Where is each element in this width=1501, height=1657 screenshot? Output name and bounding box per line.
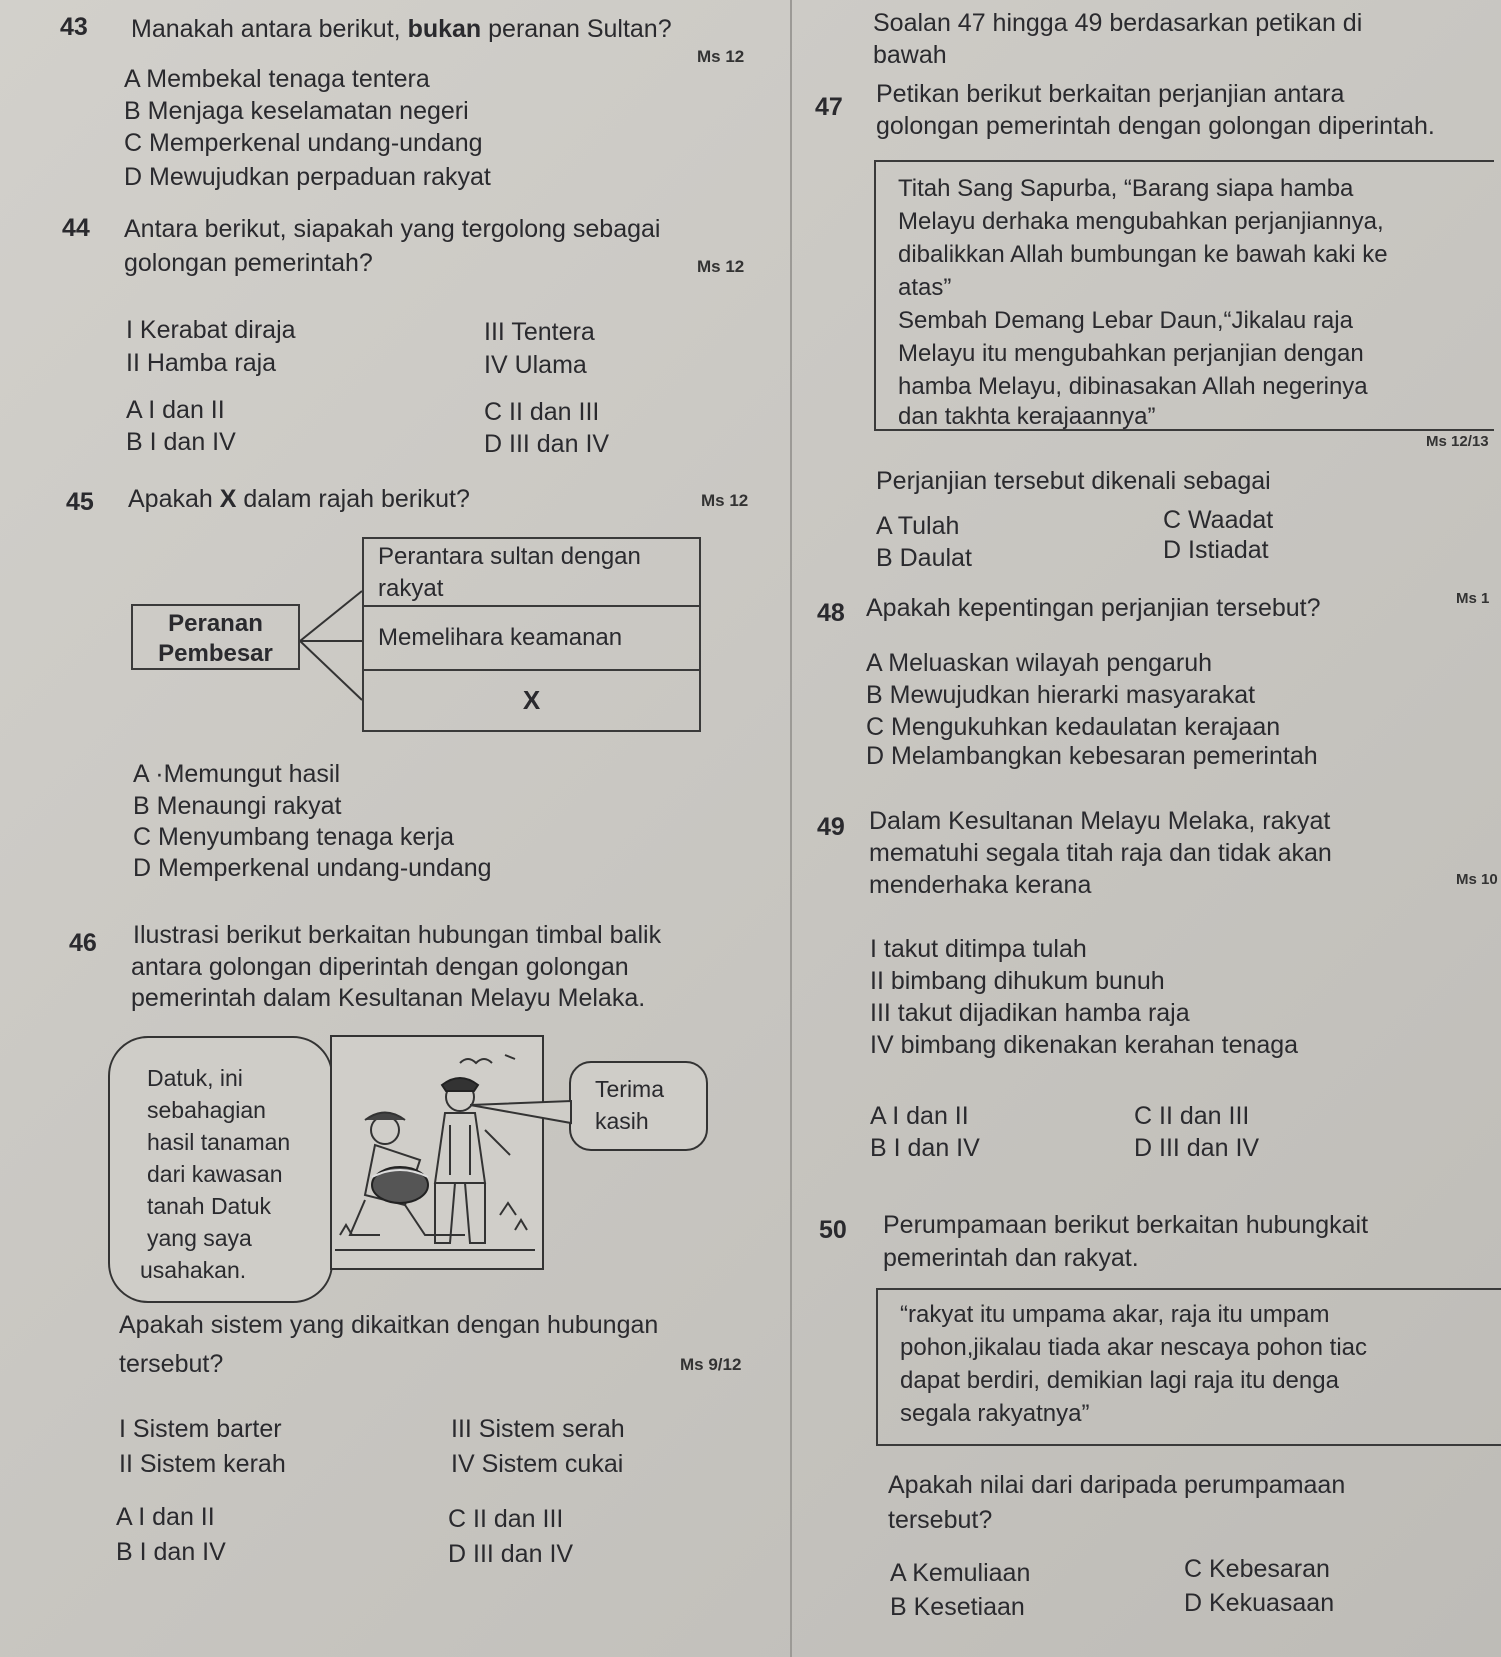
speech-bubble-commoner	[108, 1036, 333, 1303]
ms-reference: Ms 12	[701, 491, 749, 510]
question-text: pemerintah dalam Kesultanan Melayu Melaka.	[131, 984, 646, 1012]
bubble-text: usahakan.	[140, 1257, 247, 1283]
question-number: 43	[60, 13, 88, 41]
option: A Tulah	[876, 512, 960, 540]
question-text: golongan pemerintah?	[124, 249, 373, 277]
question-text: tersebut?	[119, 1350, 224, 1378]
option: C Menyumbang tenaga kerja	[133, 823, 455, 851]
speech-bubble-chief	[569, 1061, 708, 1151]
question-text: Perumpamaan berikut berkaitan hubungkait	[883, 1211, 1369, 1239]
statement-item: I Kerabat diraja	[126, 316, 296, 344]
statement-item: II bimbang dihukum bunuh	[870, 967, 1165, 995]
quote-line: pohon,jikalau tiada akar nescaya pohon tiac	[900, 1334, 1367, 1361]
option: D Istiadat	[1163, 536, 1269, 564]
option: A I dan II	[126, 396, 225, 424]
statement-item: IV bimbang dikenakan kerahan tenaga	[870, 1031, 1299, 1059]
statement-item: I takut ditimpa tulah	[870, 935, 1087, 963]
question-text: Apakah sistem yang dikaitkan dengan hubungan	[119, 1311, 659, 1339]
option: D Memperkenal undang-undang	[133, 854, 492, 882]
question-number: 44	[62, 214, 90, 242]
quote-line: dibalikkan Allah bumbungan ke bawah kaki ke	[898, 241, 1388, 268]
option: A ·Memungut hasil	[133, 760, 341, 788]
option: D III dan IV	[484, 430, 610, 458]
ms-reference: Ms 12	[697, 257, 745, 276]
quote-line: atas”	[898, 274, 952, 301]
quote-line: Sembah Demang Lebar Daun,“Jikalau raja	[898, 307, 1353, 334]
statement-item: II Sistem kerah	[119, 1450, 286, 1478]
quote-line: segala rakyatnya”	[900, 1400, 1090, 1427]
statement-item: IV Ulama	[484, 351, 587, 379]
quote-line: Melayu derhaka mengubahkan perjanjiannya,	[898, 208, 1384, 235]
ms-reference: Ms 12	[697, 47, 745, 66]
question-text: golongan pemerintah dengan golongan diperintah.	[876, 112, 1435, 140]
question-number: 50	[819, 1216, 847, 1244]
diagram-roles-box	[362, 537, 701, 732]
option: A I dan II	[116, 1503, 215, 1531]
diagram-row-text: Memelihara keamanan	[378, 624, 623, 651]
diagram-row-text: rakyat	[378, 575, 444, 602]
diagram-root-box	[131, 604, 300, 670]
option: C Memperkenal undang-undang	[124, 129, 483, 157]
option: C Kebesaran	[1184, 1555, 1330, 1583]
statement-item: I Sistem barter	[119, 1415, 282, 1443]
quote-box	[876, 1288, 1501, 1446]
option: B Mewujudkan hierarki masyarakat	[866, 681, 1256, 709]
diagram-unknown-x: X	[522, 685, 541, 715]
statement-item: III Tentera	[484, 318, 595, 346]
question-text: Apakah kepentingan perjanjian tersebut?	[866, 594, 1321, 622]
option: A Membekal tenaga tentera	[124, 65, 430, 93]
quote-line: Melayu itu mengubahkan perjanjian dengan	[898, 340, 1364, 367]
diagram-row-text: Perantara sultan dengan	[378, 543, 641, 570]
option: B I dan IV	[126, 428, 236, 456]
question-text: mematuhi segala titah raja dan tidak akan	[869, 839, 1332, 867]
bubble-text: hasil tanaman	[147, 1129, 291, 1155]
quote-line: hamba Melayu, dibinasakan Allah negerinya	[898, 373, 1368, 400]
bubble-text: tanah Datuk	[147, 1193, 272, 1219]
question-text: Petikan berikut berkaitan perjanjian antara	[876, 80, 1345, 108]
question-number: 48	[817, 599, 845, 627]
option: B Daulat	[876, 544, 972, 572]
diagram-connectors	[300, 560, 362, 710]
question-number: 45	[66, 488, 94, 516]
option: D Melambangkan kebesaran pemerintah	[866, 742, 1318, 770]
passage-intro: Soalan 47 hingga 49 berdasarkan petikan di	[873, 9, 1363, 37]
quote-line: dapat berdiri, demikian lagi raja itu denga	[900, 1367, 1339, 1394]
statement-item: IV Sistem cukai	[451, 1450, 624, 1478]
bubble-text: yang saya	[147, 1225, 252, 1251]
statement-item: III takut dijadikan hamba raja	[870, 999, 1190, 1027]
question-text: pemerintah dan rakyat.	[883, 1244, 1139, 1272]
option: B Kesetiaan	[890, 1593, 1025, 1621]
option: D III dan IV	[1134, 1134, 1260, 1162]
quote-line: Titah Sang Sapurba, “Barang siapa hamba	[898, 175, 1354, 202]
diagram-row	[364, 539, 699, 607]
bubble-text: kasih	[595, 1108, 649, 1134]
bubble-text: dari kawasan	[147, 1161, 283, 1187]
question-text: Apakah nilai dari daripada perumpamaan	[888, 1471, 1346, 1499]
question-text: Perjanjian tersebut dikenali sebagai	[876, 467, 1271, 495]
column-divider	[790, 0, 792, 1657]
question-text: menderhaka kerana	[869, 871, 1092, 899]
question-text: Antara berikut, siapakah yang tergolong sebagai	[124, 215, 661, 243]
option: D Mewujudkan perpaduan rakyat	[124, 163, 491, 191]
option: A Kemuliaan	[890, 1559, 1031, 1587]
question-number: 47	[815, 93, 843, 121]
option: B I dan IV	[870, 1134, 980, 1162]
option: C II dan III	[1134, 1102, 1250, 1130]
question-number: 49	[817, 813, 845, 841]
question-number: 46	[69, 929, 97, 957]
diagram-root-label: Pembesar	[158, 640, 273, 667]
option: A Meluaskan wilayah pengaruh	[866, 649, 1213, 677]
quote-line: “rakyat itu umpama akar, raja itu umpam	[900, 1301, 1330, 1328]
bubble-text: Datuk, ini	[147, 1065, 243, 1091]
diagram-row-x	[364, 671, 699, 730]
bubble-text: sebahagian	[147, 1097, 266, 1123]
bubble-text: Terima	[595, 1076, 665, 1102]
ms-reference: Ms 10	[1456, 871, 1498, 888]
diagram-row	[364, 607, 699, 671]
question-text: tersebut?	[888, 1506, 993, 1534]
option: C II dan III	[448, 1505, 564, 1533]
question-text: Manakah antara berikut, bukan peranan Sultan?	[131, 15, 672, 43]
option: C II dan III	[484, 398, 600, 426]
option: D III dan IV	[448, 1540, 574, 1568]
ms-reference: Ms 1	[1456, 590, 1490, 607]
question-text: Dalam Kesultanan Melayu Melaka, rakyat	[869, 807, 1331, 835]
quote-box	[874, 160, 1494, 431]
statement-item: II Hamba raja	[126, 349, 277, 377]
question-text: antara golongan diperintah dengan golongan	[131, 953, 629, 981]
option: B Menaungi rakyat	[133, 792, 342, 820]
option: C Mengukuhkan kedaulatan kerajaan	[866, 713, 1281, 741]
statement-item: III Sistem serah	[451, 1415, 625, 1443]
illustration-figures	[330, 1035, 544, 1270]
option: B Menjaga keselamatan negeri	[124, 97, 469, 125]
quote-line: dan takhta kerajaannya”	[898, 403, 1156, 430]
passage-intro: bawah	[873, 41, 947, 69]
diagram-root-label: Peranan	[168, 610, 263, 637]
ms-reference: Ms 9/12	[680, 1355, 742, 1374]
option: D Kekuasaan	[1184, 1589, 1335, 1617]
ms-reference: Ms 12/13	[1426, 433, 1489, 450]
speech-pointer	[470, 1095, 572, 1135]
question-text: Apakah X dalam rajah berikut?	[128, 485, 470, 513]
question-text: Ilustrasi berikut berkaitan hubungan timbal balik	[133, 921, 662, 949]
option: C Waadat	[1163, 506, 1274, 534]
option: B I dan IV	[116, 1538, 226, 1566]
option: A I dan II	[870, 1102, 969, 1130]
